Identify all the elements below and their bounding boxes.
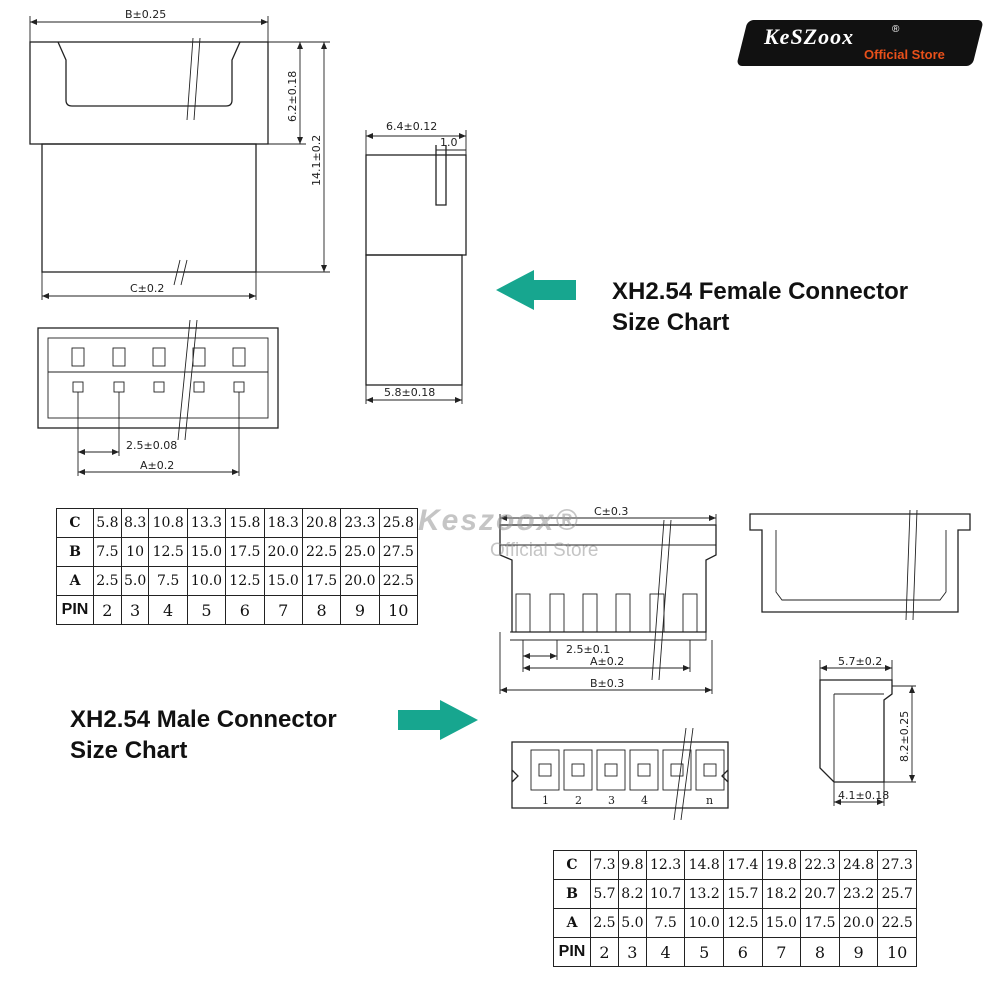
table-row (57, 509, 418, 538)
dim-male-h: 8.2±0.25 (898, 710, 911, 762)
table-cell: 13.2 (685, 880, 724, 909)
table-cell: 13.3 (187, 509, 225, 538)
table-cell: 27.5 (379, 538, 417, 567)
male-caption-line1: XH2.54 Male Connector (70, 706, 337, 733)
table-row (554, 938, 917, 967)
male-pins (516, 594, 697, 632)
dim-female-a: A±0.2 (140, 459, 175, 472)
female-bottom-view (38, 320, 278, 476)
table-cell: 25.0 (341, 538, 379, 567)
dim-male-pitch: 2.5±0.1 (566, 643, 611, 656)
table-cell: 10 (379, 596, 417, 625)
dim-male-c: C±0.3 (594, 505, 629, 518)
table-cell: 8.3 (121, 509, 149, 538)
table-cell: 4 (149, 596, 187, 625)
table-cell: 25.7 (878, 880, 917, 909)
table-cell: 17.5 (226, 538, 264, 567)
female-front-view (30, 16, 330, 300)
table-cell: 24.8 (839, 851, 878, 880)
female-caption-line2: Size Chart (612, 309, 730, 336)
table-cell: 18.3 (264, 509, 302, 538)
table-cell: 10 (878, 938, 917, 967)
table-cell: 5 (685, 938, 724, 967)
dim-male-a: A±0.2 (590, 655, 625, 668)
table-cell: 15.7 (724, 880, 763, 909)
table-cell: 8.2 (618, 880, 646, 909)
table-cell: 17.4 (724, 851, 763, 880)
table-cell: 22.5 (302, 538, 340, 567)
watermark-registered-mark: ® (555, 504, 580, 537)
table-cell: 7 (264, 596, 302, 625)
dim-female-h1: 6.2±0.18 (286, 70, 299, 122)
table-cell: 10.7 (646, 880, 685, 909)
dim-female-pitch: 2.5±0.08 (126, 439, 178, 452)
table-cell: 15.8 (226, 509, 264, 538)
brand-registered-mark: ® (892, 24, 900, 35)
male-pin-label: 3 (608, 794, 615, 807)
table-cell: 9 (341, 596, 379, 625)
table-cell: 2.5 (94, 567, 122, 596)
table-row-label: B (554, 880, 591, 909)
table-cell: 22.5 (379, 567, 417, 596)
table-cell: 19.8 (762, 851, 801, 880)
table-cell: 20.8 (302, 509, 340, 538)
table-row-label: B (57, 538, 94, 567)
table-cell: 9 (839, 938, 878, 967)
female-size-table (56, 508, 418, 625)
male-arrow-icon (398, 700, 478, 740)
brand-name: KeSZoox (764, 24, 855, 49)
female-side-view (366, 130, 466, 404)
table-cell: 25.8 (379, 509, 417, 538)
table-cell: 7.5 (94, 538, 122, 567)
dim-female-w3: 5.8±0.18 (384, 386, 436, 399)
dim-male-w: 5.7±0.2 (838, 655, 883, 668)
female-arrow-icon (496, 270, 576, 310)
table-cell: 10.8 (149, 509, 187, 538)
table-cell: 18.2 (762, 880, 801, 909)
table-cell: 12.5 (149, 538, 187, 567)
brand-store-label: Official Store (864, 47, 945, 62)
table-cell: 8 (801, 938, 840, 967)
table-cell: 6 (724, 938, 763, 967)
table-cell: 9.8 (618, 851, 646, 880)
male-size-table (553, 850, 917, 967)
table-cell: 17.5 (801, 909, 840, 938)
table-row (57, 538, 418, 567)
table-cell: 5.7 (591, 880, 619, 909)
table-cell: 6 (226, 596, 264, 625)
table-cell: 20.7 (801, 880, 840, 909)
table-row-label: PIN (554, 938, 591, 967)
table-cell: 8 (302, 596, 340, 625)
table-cell: 12.3 (646, 851, 685, 880)
dim-female-w2: 1.0 (440, 136, 458, 149)
table-row (554, 880, 917, 909)
male-pin-label: 1 (542, 794, 549, 807)
table-cell: 22.3 (801, 851, 840, 880)
table-cell: 2.5 (591, 909, 619, 938)
table-cell: 5.0 (618, 909, 646, 938)
table-cell: 12.5 (724, 909, 763, 938)
male-caption (70, 704, 337, 766)
dim-male-b: B±0.3 (590, 677, 625, 690)
watermark-brand (418, 504, 579, 538)
table-cell: 10.0 (685, 909, 724, 938)
dim-female-b: B±0.25 (125, 8, 167, 21)
table-row-label: PIN (57, 596, 94, 625)
table-cell: 5 (187, 596, 225, 625)
table-cell: 5.0 (121, 567, 149, 596)
table-cell: 15.0 (264, 567, 302, 596)
table-cell: 14.8 (685, 851, 724, 880)
table-cell: 15.0 (762, 909, 801, 938)
male-side-profile-view (750, 510, 970, 620)
female-caption (612, 276, 908, 338)
table-row-label: C (554, 851, 591, 880)
table-cell: 4 (646, 938, 685, 967)
table-cell: 7.5 (149, 567, 187, 596)
table-cell: 17.5 (302, 567, 340, 596)
watermark-name: Keszoox (418, 504, 556, 537)
male-caption-line2: Size Chart (70, 737, 188, 764)
male-bottom-cells (531, 750, 724, 790)
table-cell: 20.0 (341, 567, 379, 596)
male-pin-label: n (706, 794, 714, 807)
brand-logo (742, 20, 978, 66)
table-cell: 27.3 (878, 851, 917, 880)
female-caption-line1: XH2.54 Female Connector (612, 278, 909, 305)
male-pin-label: 4 (641, 794, 648, 807)
table-row (554, 851, 917, 880)
dim-female-c: C±0.2 (130, 282, 165, 295)
table-row (554, 909, 917, 938)
table-row (57, 567, 418, 596)
watermark-store: Official Store (490, 540, 599, 561)
table-cell: 23.3 (341, 509, 379, 538)
table-row-label: A (57, 567, 94, 596)
table-cell: 2 (591, 938, 619, 967)
table-cell: 3 (121, 596, 149, 625)
table-cell: 7 (762, 938, 801, 967)
table-cell: 7.3 (591, 851, 619, 880)
table-row (57, 596, 418, 625)
table-cell: 2 (94, 596, 122, 625)
table-cell: 7.5 (646, 909, 685, 938)
table-cell: 22.5 (878, 909, 917, 938)
dim-male-d: 4.1±0.18 (838, 789, 890, 802)
dim-female-h2: 14.1±0.2 (310, 134, 323, 186)
table-cell: 10.0 (187, 567, 225, 596)
table-cell: 20.0 (264, 538, 302, 567)
table-cell: 10 (121, 538, 149, 567)
female-contacts (72, 348, 245, 392)
table-cell: 23.2 (839, 880, 878, 909)
table-row-label: A (554, 909, 591, 938)
table-cell: 3 (618, 938, 646, 967)
table-cell: 12.5 (226, 567, 264, 596)
table-cell: 5.8 (94, 509, 122, 538)
table-row-label: C (57, 509, 94, 538)
table-cell: 15.0 (187, 538, 225, 567)
dim-female-w1: 6.4±0.12 (386, 120, 438, 133)
table-cell: 20.0 (839, 909, 878, 938)
male-pin-label: 2 (575, 794, 582, 807)
